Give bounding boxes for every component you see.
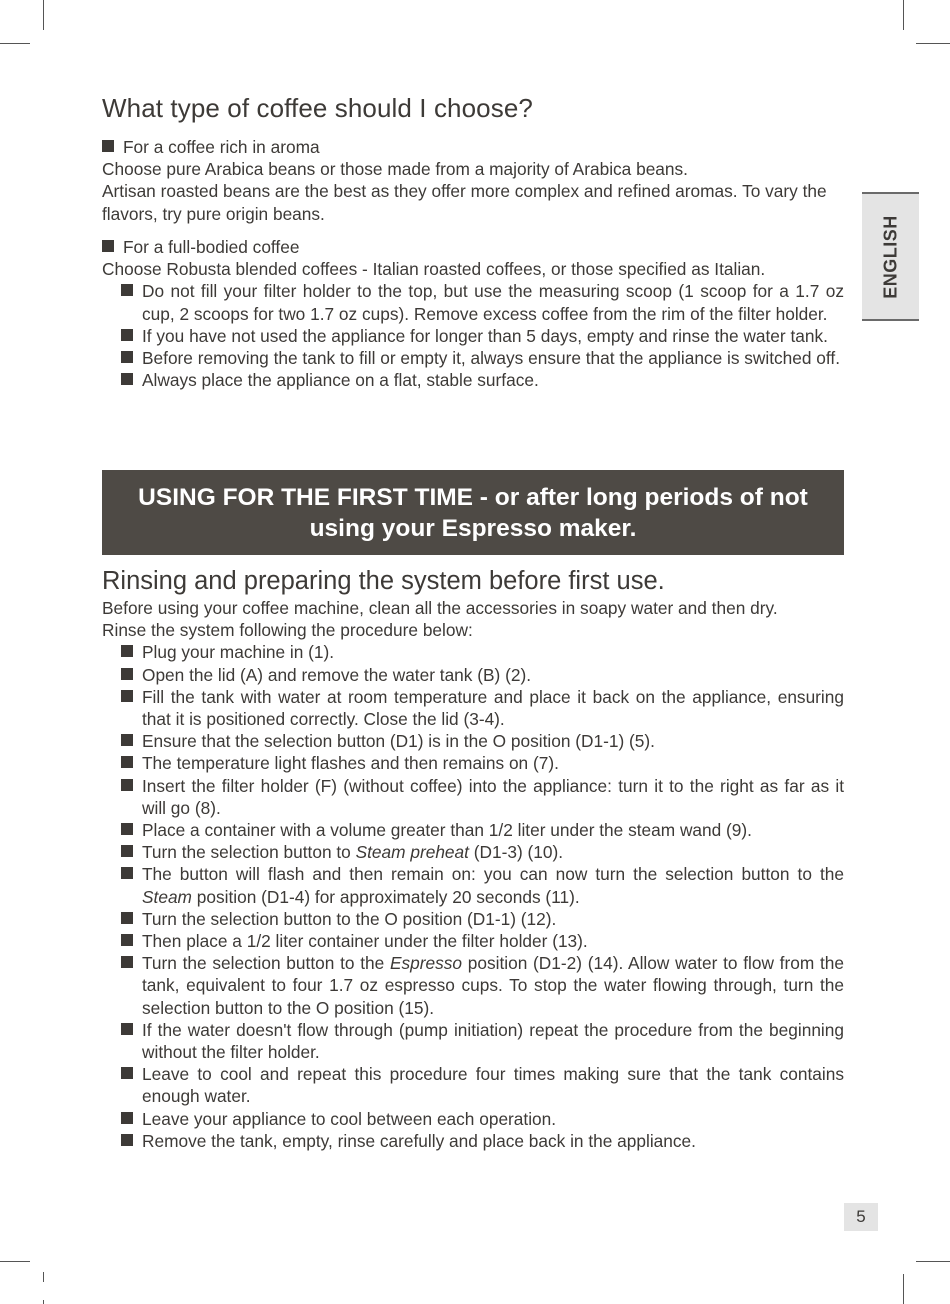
square-bullet-icon xyxy=(121,779,133,791)
list-item: Turn the selection button to Steam preheat (D1-3) (10). xyxy=(102,841,844,863)
page-number: 5 xyxy=(844,1203,878,1231)
square-bullet-icon xyxy=(121,867,133,879)
steps-list xyxy=(102,641,844,1152)
section-title-rinsing: Rinsing and preparing the system before first use. xyxy=(102,567,665,595)
banner-text: USING FOR THE FIRST TIME - or after long periods of not using your Espresso maker. xyxy=(138,483,808,542)
list-item: The button will flash and then remain on: you can now turn the selection button to the Steam position (D1-4) for approximately 20 seconds (11). xyxy=(102,863,844,907)
square-bullet-icon xyxy=(121,690,133,702)
rinsing-intro-2: Rinse the system following the procedure below: xyxy=(102,620,473,641)
list-item: Turn the selection button to the Espresso position (D1-2) (14). Allow water to flow from the tank, equivalent to four 1.7 oz espresso cups. To stop the water flowing through, turn the selection button to the O position (15). xyxy=(102,952,844,1019)
square-bullet-icon xyxy=(121,956,133,968)
aroma-text-1: Choose pure Arabica beans or those made from a majority of Arabica beans. xyxy=(102,159,688,180)
crop-mark xyxy=(43,0,44,30)
aroma-text-2: Artisan roasted beans are the best as they offer more complex and refined aromas. To vary the flavors, try pure origin beans. xyxy=(102,181,827,224)
square-bullet-icon xyxy=(121,912,133,924)
first-time-banner xyxy=(102,470,844,555)
list-item: Leave to cool and repeat this procedure four times making sure that the tank contains enough water. xyxy=(102,1063,844,1107)
square-bullet-icon xyxy=(121,351,133,363)
square-bullet-icon xyxy=(121,934,133,946)
aroma-heading: For a coffee rich in aroma xyxy=(102,136,844,158)
square-bullet-icon xyxy=(121,1112,133,1124)
crop-mark xyxy=(903,1274,904,1304)
square-bullet-icon xyxy=(102,240,114,252)
square-bullet-icon xyxy=(121,329,133,341)
list-item: If the water doesn't flow through (pump initiation) repeat the procedure from the beginning without the filter holder. xyxy=(102,1019,844,1063)
aroma-block xyxy=(102,136,844,225)
rinsing-block xyxy=(102,597,844,1152)
square-bullet-icon xyxy=(121,284,133,296)
list-item: Place a container with a volume greater than 1/2 liter under the steam wand (9). xyxy=(102,819,844,841)
crop-mark xyxy=(43,1300,44,1304)
square-bullet-icon xyxy=(121,1067,133,1079)
list-item: If you have not used the appliance for longer than 5 days, empty and rinse the water tank. xyxy=(102,325,844,347)
crop-mark xyxy=(43,1272,44,1282)
list-item: Fill the tank with water at room temperature and place it back on the appliance, ensuring that it is positioned correctly. Close the lid (3-4). xyxy=(102,686,844,730)
square-bullet-icon xyxy=(121,668,133,680)
list-item: Do not fill your filter holder to the top, but use the measuring scoop (1 scoop for a 1.7 oz cup, 2 scoops for two 1.7 oz cups). Remove excess coffee from the rim of the filter holder. xyxy=(102,280,844,324)
list-item: Plug your machine in (1). xyxy=(102,641,844,663)
list-item: Ensure that the selection button (D1) is in the O position (D1-1) (5). xyxy=(102,730,844,752)
list-item: Leave your appliance to cool between each operation. xyxy=(102,1108,844,1130)
list-item: Turn the selection button to the O position (D1-1) (12). xyxy=(102,908,844,930)
section-title-coffee-type: What type of coffee should I choose? xyxy=(102,93,533,123)
crop-mark xyxy=(0,1261,30,1262)
bodied-block xyxy=(102,236,844,391)
list-item: Before removing the tank to fill or empty it, always ensure that the appliance is switched off. xyxy=(102,347,844,369)
list-item: Insert the filter holder (F) (without coffee) into the appliance: turn it to the right as far as it will go (8). xyxy=(102,775,844,819)
bodied-text-1: Choose Robusta blended coffees - Italian roasted coffees, or those specified as Italian. xyxy=(102,259,766,280)
square-bullet-icon xyxy=(121,1023,133,1035)
square-bullet-icon xyxy=(121,373,133,385)
square-bullet-icon xyxy=(121,823,133,835)
list-item: Remove the tank, empty, rinse carefully and place back in the appliance. xyxy=(102,1130,844,1152)
square-bullet-icon xyxy=(121,1134,133,1146)
square-bullet-icon xyxy=(121,756,133,768)
crop-mark xyxy=(916,1261,950,1262)
list-item: Then place a 1/2 liter container under the filter holder (13). xyxy=(102,930,844,952)
square-bullet-icon xyxy=(121,645,133,657)
language-tab xyxy=(862,192,919,321)
crop-mark xyxy=(903,0,904,30)
rinsing-intro-1: Before using your coffee machine, clean all the accessories in soapy water and then dry. xyxy=(102,598,778,618)
crop-mark xyxy=(0,43,30,44)
language-tab-label: ENGLISH xyxy=(880,214,900,299)
tips-list xyxy=(102,280,844,391)
square-bullet-icon xyxy=(102,140,114,152)
list-item: Open the lid (A) and remove the water tank (B) (2). xyxy=(102,664,844,686)
bodied-heading: For a full-bodied coffee xyxy=(102,236,844,258)
list-item: Always place the appliance on a flat, stable surface. xyxy=(102,369,844,391)
list-item: The temperature light flashes and then remains on (7). xyxy=(102,752,844,774)
square-bullet-icon xyxy=(121,734,133,746)
crop-mark xyxy=(916,43,950,44)
square-bullet-icon xyxy=(121,845,133,857)
